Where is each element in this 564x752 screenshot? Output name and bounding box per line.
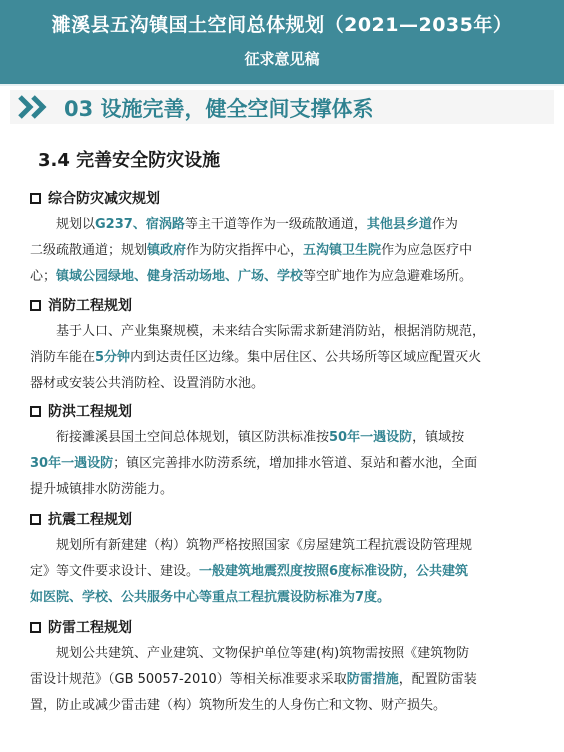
text-segment: 作为防灾指挥中心， [186, 243, 304, 258]
highlighted-text: 30年一遇设防 [30, 456, 114, 471]
block-heading [30, 401, 540, 425]
text-segment: 规划公共建筑、产业建筑、文物保护单位等建(构)筑物需按照《建筑物防 [56, 646, 470, 661]
text-segment: 规划所有新建建（构）筑物严格按照国家《房屋建筑工程抗震设防管理规 [56, 538, 473, 553]
text-segment: 内到达责任区边缘。集中居住区、公共场所等区域应配置灭火 [130, 350, 482, 365]
text-segment: ，镇域按 [412, 430, 465, 445]
block-heading-text: 抗震工程规划 [48, 512, 132, 528]
checkbox-square-icon [30, 406, 41, 417]
document-header [0, 0, 564, 84]
text-segment: 定》等文件要求设计、建设。 [30, 564, 200, 579]
block-heading [30, 188, 540, 212]
text-segment: 二级疏散通道；规划 [30, 243, 148, 258]
paragraph-line [30, 425, 540, 451]
block-paragraph [30, 212, 540, 290]
block-heading [30, 295, 540, 319]
text-segment: 作为 [431, 217, 458, 232]
text-segment: 器材或安装公共消防栓、设置消防水池。 [30, 376, 265, 391]
highlighted-text: 其他县乡道 [366, 217, 432, 232]
content-block [30, 617, 540, 719]
double-chevron-right-icon [16, 92, 60, 122]
checkbox-square-icon [30, 514, 41, 525]
section-title: 3.4 完善安全防灾设施 [38, 150, 221, 171]
content-block [30, 295, 540, 397]
highlighted-text: 镇政府 [147, 243, 187, 258]
paragraph-line [30, 345, 540, 371]
paragraph-line [30, 264, 540, 290]
text-segment: 置，防止或减少雷击建（构）筑物所发生的人身伤亡和文物、财产损失。 [30, 698, 447, 713]
text-segment: ；镇区完善排水防涝系统，增加排水管道、泵站和蓄水池，全面 [113, 456, 478, 471]
paragraph-line [30, 319, 540, 345]
highlighted-text: 5分钟 [95, 350, 131, 365]
paragraph-line [30, 641, 540, 667]
content-block [30, 188, 540, 290]
paragraph-line [30, 667, 540, 693]
block-paragraph [30, 319, 540, 397]
text-segment: 作为应急医疗中 [381, 243, 473, 258]
text-segment: 心； [30, 269, 57, 284]
text-segment: 等主干道等作为一级疏散通道， [184, 217, 367, 232]
paragraph-line [30, 585, 540, 611]
highlighted-text: G237、宿涡路 [95, 217, 185, 232]
highlighted-text: 一般建筑地震烈度按照6度标准设防，公共建筑 [199, 564, 469, 579]
text-segment: 雷设计规范》（GB 50057-2010）等相关标准要求采取 [30, 672, 347, 687]
chapter-title: 03 设施完善，健全空间支撑体系 [64, 97, 374, 121]
block-heading-text: 防洪工程规划 [48, 404, 132, 420]
checkbox-square-icon [30, 193, 41, 204]
highlighted-text: 如医院、学校、公共服务中心等重点工程抗震设防标准为7度。 [30, 590, 391, 605]
block-paragraph [30, 641, 540, 719]
text-segment: 规划以 [56, 217, 96, 232]
text-segment: 提升城镇排水防涝能力。 [30, 482, 174, 497]
block-heading [30, 617, 540, 641]
content-block [30, 509, 540, 611]
highlighted-text: 防雷措施 [346, 672, 399, 687]
paragraph-line [30, 371, 540, 397]
header-divider [0, 84, 564, 86]
text-segment: 消防车能在 [30, 350, 96, 365]
block-heading-text: 消防工程规划 [48, 298, 132, 314]
paragraph-line [30, 477, 540, 503]
block-heading-text: 综合防灾减灾规划 [48, 191, 160, 207]
highlighted-text: 50年一遇设防 [329, 430, 413, 445]
block-heading-text: 防雷工程规划 [48, 620, 132, 636]
content-block [30, 401, 540, 503]
paragraph-line [30, 693, 540, 719]
paragraph-line [30, 559, 540, 585]
checkbox-square-icon [30, 622, 41, 633]
text-segment: 等空旷地作为应急避难场所。 [303, 269, 473, 284]
highlighted-text: 镇域公园绿地、健身活动场地、广场、学校 [56, 269, 304, 284]
block-heading [30, 509, 540, 533]
document-subtitle: 征求意见稿 [244, 50, 320, 68]
paragraph-line [30, 451, 540, 477]
paragraph-line [30, 533, 540, 559]
block-paragraph [30, 533, 540, 611]
text-segment: ，配置防雷装 [398, 672, 477, 687]
text-segment: 基于人口、产业集聚规模，未来结合实际需求新建消防站，根据消防规范， [56, 324, 486, 339]
document-title: 濉溪县五沟镇国土空间总体规划（2021—2035年） [51, 14, 513, 36]
paragraph-line [30, 238, 540, 264]
text-segment: 衔接濉溪县国土空间总体规划，镇区防洪标准按 [56, 430, 330, 445]
chapter-banner [10, 90, 554, 124]
paragraph-line [30, 212, 540, 238]
checkbox-square-icon [30, 300, 41, 311]
highlighted-text: 五沟镇卫生院 [303, 243, 382, 258]
block-paragraph [30, 425, 540, 503]
